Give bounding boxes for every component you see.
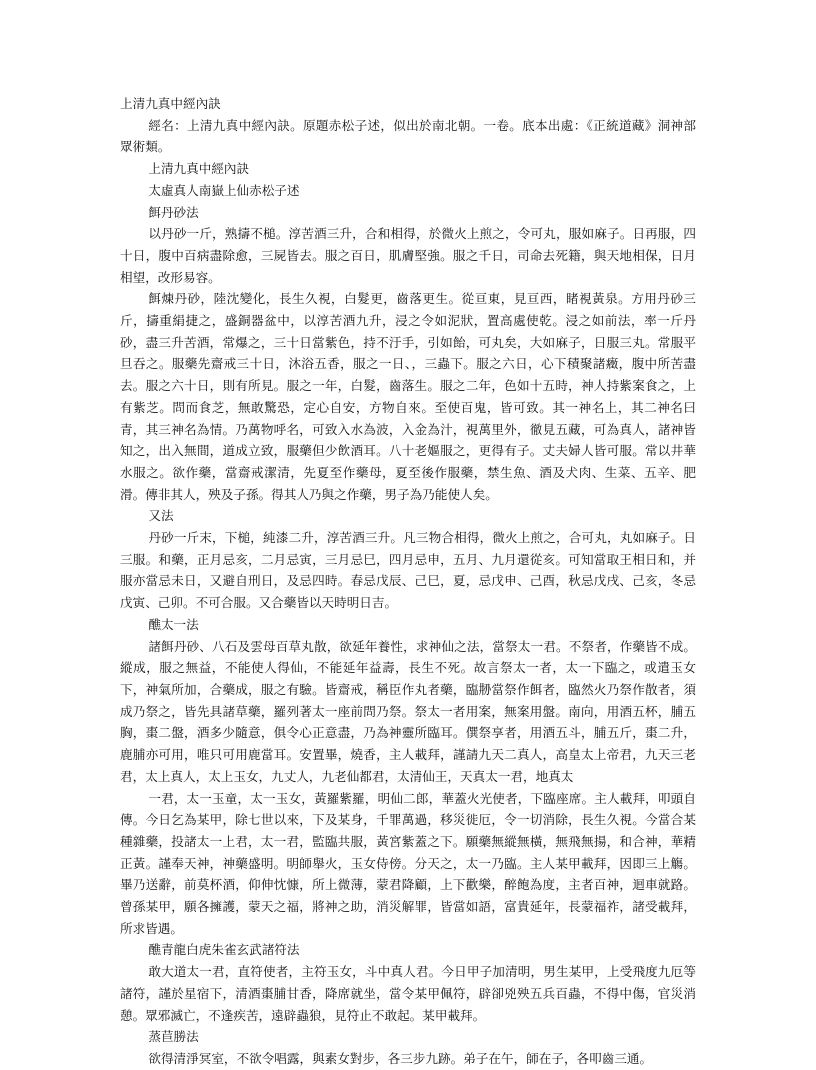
section-paragraph: 丹砂一斤末，下槌，純漆二升，淳苦酒三升。凡三物合相得，微火上煎之，合可丸，丸如麻子。日三服。和藥，正月忌亥，二月忌寅，三月忌巳，四月忌申，五月、九月還從亥。可知當取王相日和，并服亦當忌未日，又避自刑日，及忌四時。春忌戊辰、己巳，夏，忌戊申、己酉，秋忌戊戌、己亥，冬忌戊寅、己卯。不可合服。又合藥皆以天時明日吉。 [120,530,696,611]
section-heading: 餌丹砂法 [148,204,199,220]
document-meta: 經名：上清九真中經內訣。原題赤松子述，似出於南北朝。一卷。底本出處：《正統道藏》洞神部眾術類。 [120,117,696,155]
section-heading: 醮太一法 [148,616,199,632]
section-heading: 又法 [148,508,174,524]
section-paragraph: 敢大道太一君，直符使者，主符玉女，斗中真人君。今日甲子加清明，男生某甲，上受飛度九厄等諸符，謹於星宿下，清酒棗脯甘香，降席就坐，當令某甲佩符，辟卻兇殃五兵百蟲，不得中傷，官災消憩。眾邪滅亡，不逢疾苦，遠辟蟲狼，見符止不敢起。某甲載拜。 [120,964,696,1023]
section-paragraph: 以丹砂一斤，熟擣不槌。淳苦酒三升，合和相得，於微火上煎之，令可丸，服如麻子。日再服，四十日，腹中百病盡除愈，三屍皆去。服之百日，肌膚堅強。服之千日，司命去死籍，與天地相保，日月相望，改形易容。 [120,226,696,285]
section-heading: 蒸苣勝法 [148,1029,199,1045]
section-paragraph: 欲得清淨冥室，不欲令唱露，與素女對步，各三步九跡。弟子在午，師在子，各叩齒三通。 [148,1050,653,1066]
section-paragraph: 諸餌丹砂、八石及雲母百草丸散，欲延年養性，求神仙之法，當祭太一君。不祭者，作藥皆不成。縱成，服之無益，不能使人得仙，不能延年益壽，長生不死。故言祭太一者，太一下臨之，或遣玉女下，神氣所加，合藥成，服之有驗。皆齋戒，稱臣作丸者藥，臨刱當祭作餌者，臨然火乃祭作散者，須成乃祭之，皆先具諸草藥，羅列著太一座前問乃祭。祭太一者用案，無案用盤。南向，用酒五杯，脯五胸，棗二盤，酒多少隨意，俱令心正意盡，乃為神靈所臨耳。僎祭享者，用酒五斗，脯五斤，棗二升，鹿脯亦可用，唯只可用鹿當耳。安置畢，燒香，主人載拜，謹請九天二真人，高皇太上帝君，九天三老君，太上真人，太上玉女，九丈人，九老仙都君，太清仙王，天真太一君，地真太 [120,638,696,784]
section-heading: 醮青龍白虎朱雀玄武諸符法 [148,942,300,958]
document-author: 太虛真人南嶽上仙赤松子述 [148,182,300,198]
document-subtitle: 上清九真中經內訣 [148,161,250,177]
document-title: 上清九真中經內訣 [120,96,221,111]
section-paragraph: 一君，太一玉童，太一玉女，黃羅紫羅，明仙二郎，華蓋火光使者，下臨座席。主人載拜，叩頭自傳。今日乞為某甲，除七世以來，下及某身，千罪萬過，移災徙厄，令一切消除，長生久視。今當合某種雜藥，投諸太一上君，太一君，監臨共服，黃宮紫蓋之下。願藥無縱無橫，無飛無揚，和合神，華精正黃。謹奉天神，神藥盛明。明師舉火，玉女侍傍。分天之，太一乃臨。主人某甲載拜，因即三上觴。畢乃送辭，前莫杯酒，仰伸忱慷，所上微薄，蒙君降顧，上下歡樂，醉飽為度，主者百神，迴車就路。曾孫某甲，願各擁護，蒙天之福，將神之助，消災解罪，皆當如語，富貴延年，長蒙福祚，諸受載拜，所求皆遇。 [120,790,696,936]
document-page [120,93,696,1070]
section-paragraph: 餌煉丹砂，陸沈變化，長生久視，白髮更，齒落更生。從亘東，見亘西，睹視黃泉。方用丹砂三斤，擣重絹捷之，盛銅器盆中，以淳苦酒九升，浸之令如泥狀，置高處使乾。浸之如前法，率一斤丹砂，盡三升苦酒，常爆之，三十日當紫色，持不汙手，引如飴，可丸矣，大如麻子，日服三丸。常服平旦吞之。服藥先齋戒三十日，沐浴五香，服之一日、，三蟲下。服之六日，心下積聚諸癥，腹中所苦盡去。服之六十日，則有所見。服之一年，白髮，齒落生。服之二年，色如十五時，神人持紫案食之，上有紫芝。問而食芝，無敢驚恐，定心自安，方物自來。至使百鬼，皆可致。其一神名上，其二神名曰青，其三神名為情。乃萬物呼名，可致入水為波，入金為汁，視萬里外，徹見五藏，可為真人，諸神皆知之，出入無間，道成立致，服藥但少飲酒耳。八十老嫗服之，更得有子。丈夫婦人皆可服。常以井華水服之。欲作藥，當齋戒潔清，先夏至作藥母，夏至後作服藥，禁生魚、酒及犬肉、生菜、五辛、肥滑。傳非其人，殃及子孫。得其人乃與之作藥，男子為乃能使人矣。 [120,291,696,502]
